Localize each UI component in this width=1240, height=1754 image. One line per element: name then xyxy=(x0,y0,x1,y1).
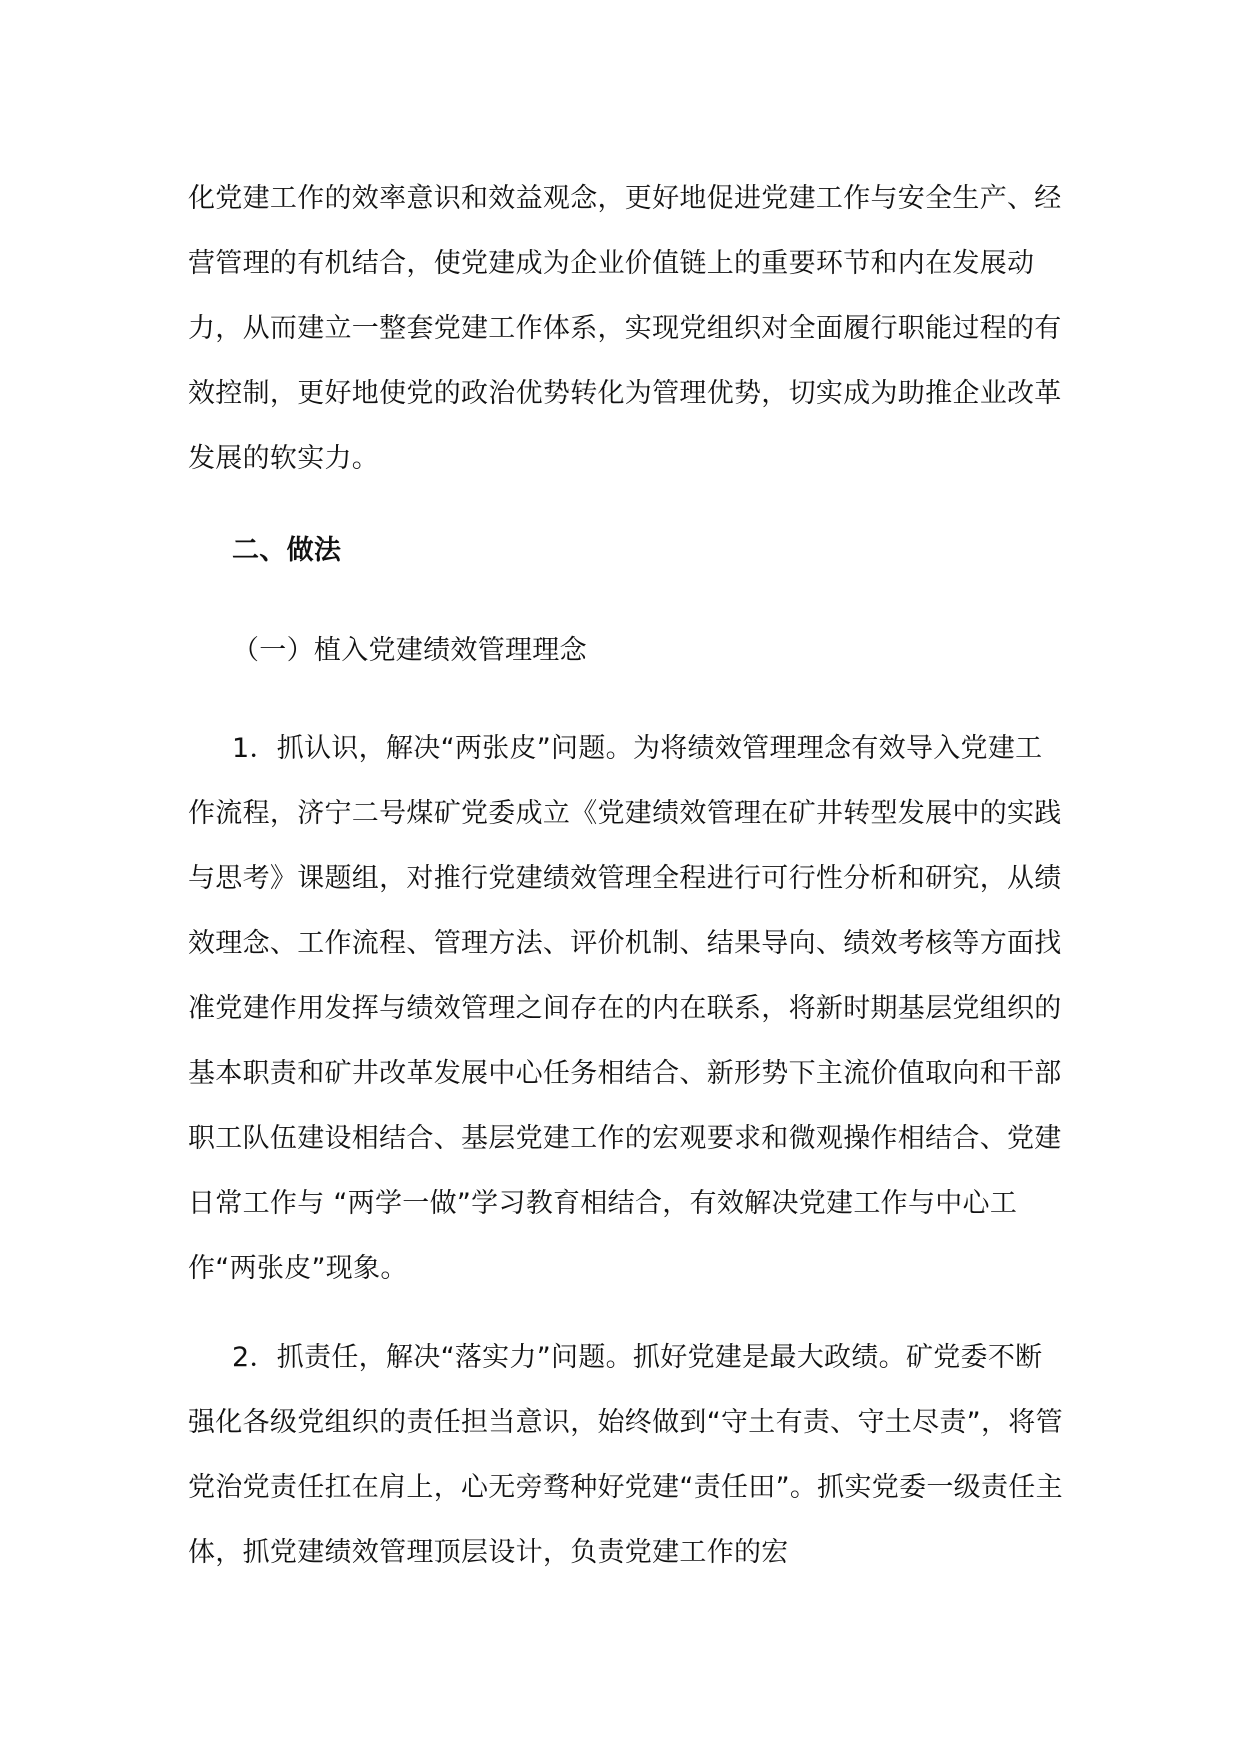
section-heading: 二、做法 xyxy=(232,535,342,566)
paragraph-item-1: 1．抓认识，解决“两张皮”问题。为将绩效管理理念有效导入党建工作流程，济宁二号煤矿党委成立《党建绩效管理在矿井转型发展中的实践与思考》课题组，对推行党建绩效管理全程进行可行性分析和研究，从绩效理念、工作流程、管理方法、评价机制、结果导向、绩效考核等方面找准党建作用发挥与绩效管理之间存在的内在联系，将新时期基层党组织的基本职责和矿井改革发展中心任务相结合、新形势下主流价值取向和干部职工队伍建设相结合、基层党建工作的宏观要求和微观操作相结合、党建日常工作与 “两学一做”学习教育相结合，有效解决党建工作与中心工作“两张皮”现象。 xyxy=(188,733,1062,1284)
paragraph-intro-continuation: 化党建工作的效率意识和效益观念，更好地促进党建工作与安全生产、经营管理的有机结合，使党建成为企业价值链上的重要环节和内在发展动力，从而建立一整套党建工作体系，实现党组织对全面履行职能过程的有效控制，更好地使党的政治优势转化为管理优势，切实成为助推企业改革发展的软实力。 xyxy=(188,183,1062,474)
subsection-heading: （一）植入党建绩效管理理念 xyxy=(232,635,587,666)
paragraph-item-2: 2．抓责任，解决“落实力”问题。抓好党建是最大政绩。矿党委不断强化各级党组织的责任担当意识，始终做到“守土有责、守土尽责”，将管党治党责任扛在肩上，心无旁骛种好党建“责任田”。抓实党委一级责任主体，抓党建绩效管理顶层设计，负责党建工作的宏 xyxy=(188,1342,1063,1568)
